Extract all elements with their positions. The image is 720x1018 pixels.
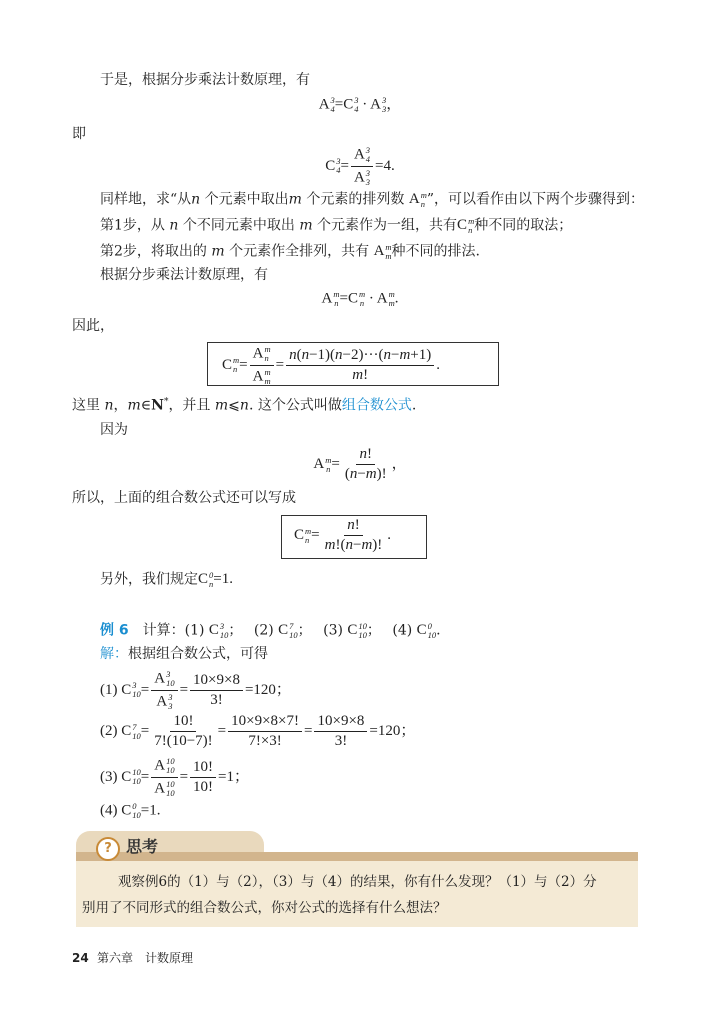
think-title: 思考 [126, 837, 159, 856]
solution-1: (1) C 3 10 = A 3 10 A 3 3 = $\frac{10\times 9\times 8}{3!}$ =120； [100, 669, 291, 711]
solution-2: (2) C 7 10 = $\frac{10!}{7!(10-7)!}$ = $\frac{10\times 9\times 8\times 7!}{7!\times 3!}$ = $\frac{10\times 9\times 8}{3!}$ =120； [100, 713, 416, 749]
question-icon: ? [96, 837, 120, 861]
combination-formula: C m n = A m n A m m = $\frac{n(n-1)(n-2)\cdot\cdot\cdot(n-m+1)}{m!}$ . [222, 344, 440, 386]
think-line-2: 别用了不同形式的组合数公式，你对公式的选择有什么想法？ [82, 900, 447, 916]
word-yinci: 因此， [72, 318, 114, 334]
word-ji: 即 [72, 126, 86, 142]
solution-4: (4) C 0 10 =1. [100, 801, 161, 820]
paragraph-define: 另外，我们规定C 0 n =1. [100, 570, 233, 589]
think-box [76, 861, 638, 927]
equation-a43: A 3 4 =C 3 4 · A 3 3 ， [318, 95, 402, 114]
solution-heading: 解：根据组合数公式，可得 [100, 646, 268, 662]
factorial-formula: C m n = $\frac{n!}{m!(n-m)!}$ . [294, 517, 392, 553]
think-divider [76, 852, 638, 861]
example-6-heading: 例 6 计算：(1) C 3 10 ； (2) C 7 10 ； (3) C 10 10 ； (4) C 0 10 . [100, 621, 441, 640]
paragraph-intro: 于是，根据分步乘法计数原理，有 [100, 72, 310, 88]
term-combination-formula: 组合数公式 [341, 397, 412, 414]
paragraph-similarly: 同样地，求“从n 个元素中取出m 个元素的排列数 A m n ”，可以看作由以下两个步骤得到： [100, 190, 644, 209]
paragraph-step2: 第2步，将取出的 m 个元素作全排列，共有 A m m 种不同的排法. [100, 242, 480, 261]
paragraph-so: 所以，上面的组合数公式还可以写成 [72, 490, 296, 506]
chapter-title: 第六章 计数原理 [97, 951, 194, 965]
paragraph-where: 这里 n，m∈N*，并且 m⩽n. 这个公式叫做组合数公式. [72, 397, 417, 414]
paragraph-step1: 第1步，从 n 个不同元素中取出 m 个元素作为一组，共有C m n 种不同的取法； [100, 216, 573, 235]
word-yinwei: 因为 [100, 422, 128, 438]
equation-c43: C 3 4 = A 3 4 A 3 3 =4. [325, 145, 395, 187]
think-line-1: 观察例6的（1）与（2），（3）与（4）的结果，你有什么发现？（1）与（2）分 [118, 874, 597, 890]
paragraph-principle: 根据分步乘法计数原理，有 [100, 267, 268, 283]
equation-anm-factorial: A m n = $\frac{n!}{(n-m)!}$ ， [313, 446, 407, 482]
solution-3: (3) C 10 10 = A 10 10 A 10 10 = $\frac{10!}{10!}$ =1； [100, 756, 249, 798]
page-number: 24 [72, 951, 89, 965]
equation-anm: A m n =C m n · A m m . [321, 289, 399, 308]
